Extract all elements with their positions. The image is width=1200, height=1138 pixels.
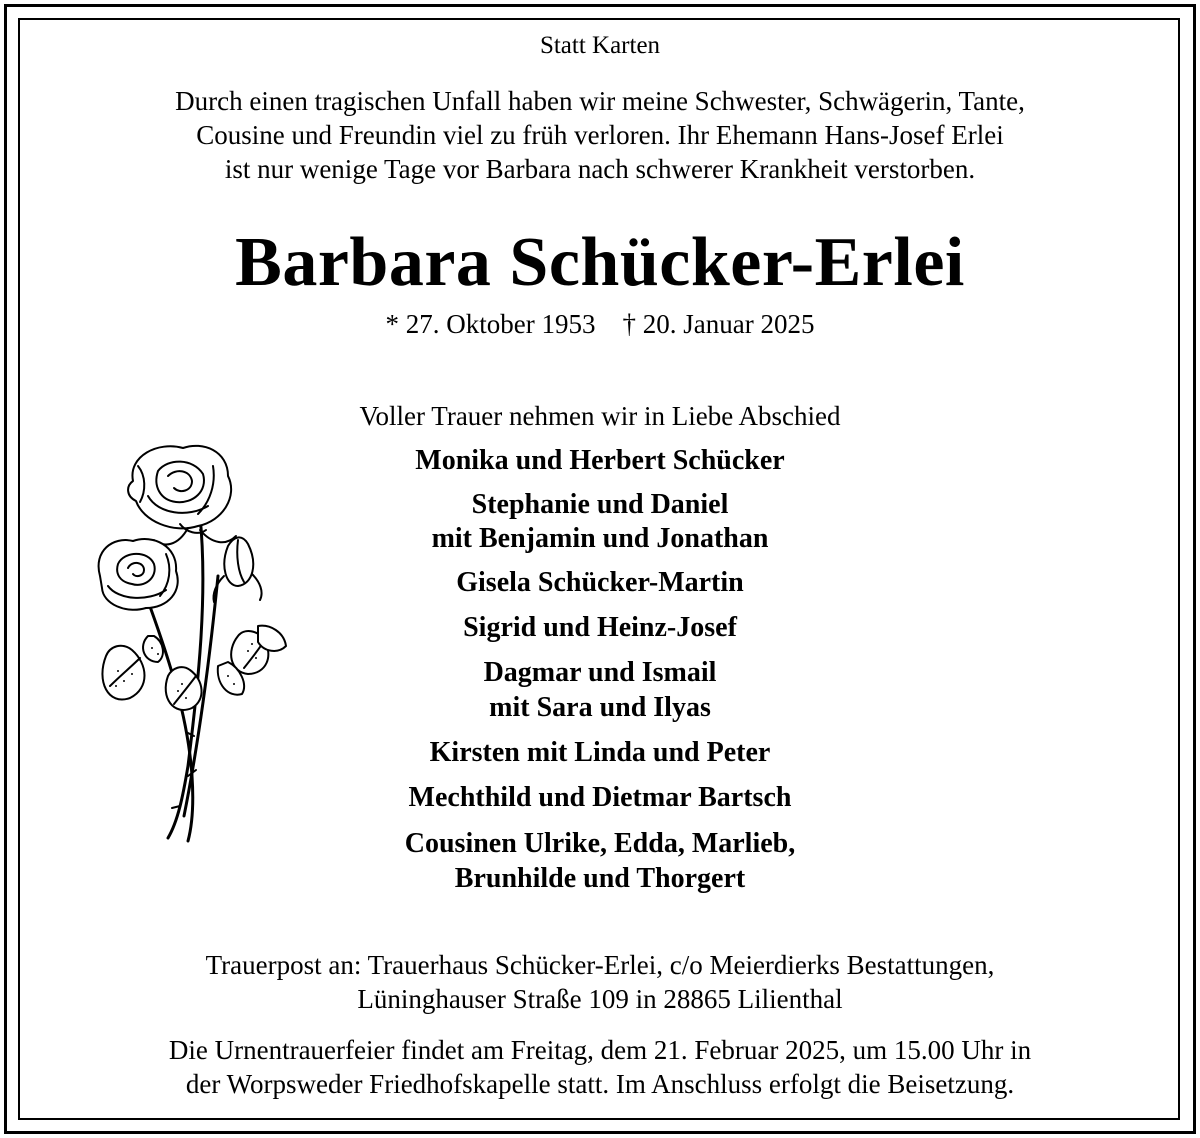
mourner-line: Kirsten mit Linda und Peter xyxy=(429,737,771,768)
mourner-line: Dagmar und Ismail xyxy=(483,657,717,688)
address-line-2: Lüninghauser Straße 109 in 28865 Lilienthal xyxy=(357,984,843,1014)
intro-line-2: Cousine und Freundin viel zu früh verloren. Ihr Ehemann Hans-Josef Erlei xyxy=(196,120,1004,150)
mourner-line: mit Benjamin und Jonathan xyxy=(431,523,769,554)
mourner-line: Brunhilde und Thorgert xyxy=(454,863,746,894)
mourner-line: Mechthild und Dietmar Bartsch xyxy=(408,782,792,813)
life-dates: * 27. Oktober 1953 † 20. Januar 2025 xyxy=(385,309,815,339)
mourner-line: Sigrid und Heinz-Josef xyxy=(463,612,737,643)
statt-karten: Statt Karten xyxy=(539,32,661,59)
mourner-line: Monika und Herbert Schücker xyxy=(415,445,785,476)
intro-line-1: Durch einen tragischen Unfall haben wir meine Schwester, Schwägerin, Tante, xyxy=(175,86,1025,116)
ceremony-line-2: der Worpsweder Friedhofskapelle statt. Im Anschluss erfolgt die Beisetzung. xyxy=(185,1069,1015,1099)
mourner-line: Gisela Schücker-Martin xyxy=(456,567,744,598)
mourner-line: Cousinen Ulrike, Edda, Marlieb, xyxy=(404,828,796,859)
intro-line-3: ist nur wenige Tage vor Barbara nach schwerer Krankheit verstorben. xyxy=(224,154,976,184)
address-line-1: Trauerpost an: Trauerhaus Schücker-Erlei, c/o Meierdierks Bestattungen, xyxy=(205,950,995,980)
rose-illustration xyxy=(88,436,298,846)
mourners-intro: Voller Trauer nehmen wir in Liebe Abschied xyxy=(359,401,841,431)
mourner-line: mit Sara und Ilyas xyxy=(489,692,711,723)
deceased-name: Barbara Schücker-Erlei xyxy=(235,224,965,301)
ceremony-line-1: Die Urnentrauerfeier findet am Freitag, dem 21. Februar 2025, um 15.00 Uhr in xyxy=(168,1035,1032,1065)
mourner-line: Stephanie und Daniel xyxy=(471,489,729,520)
